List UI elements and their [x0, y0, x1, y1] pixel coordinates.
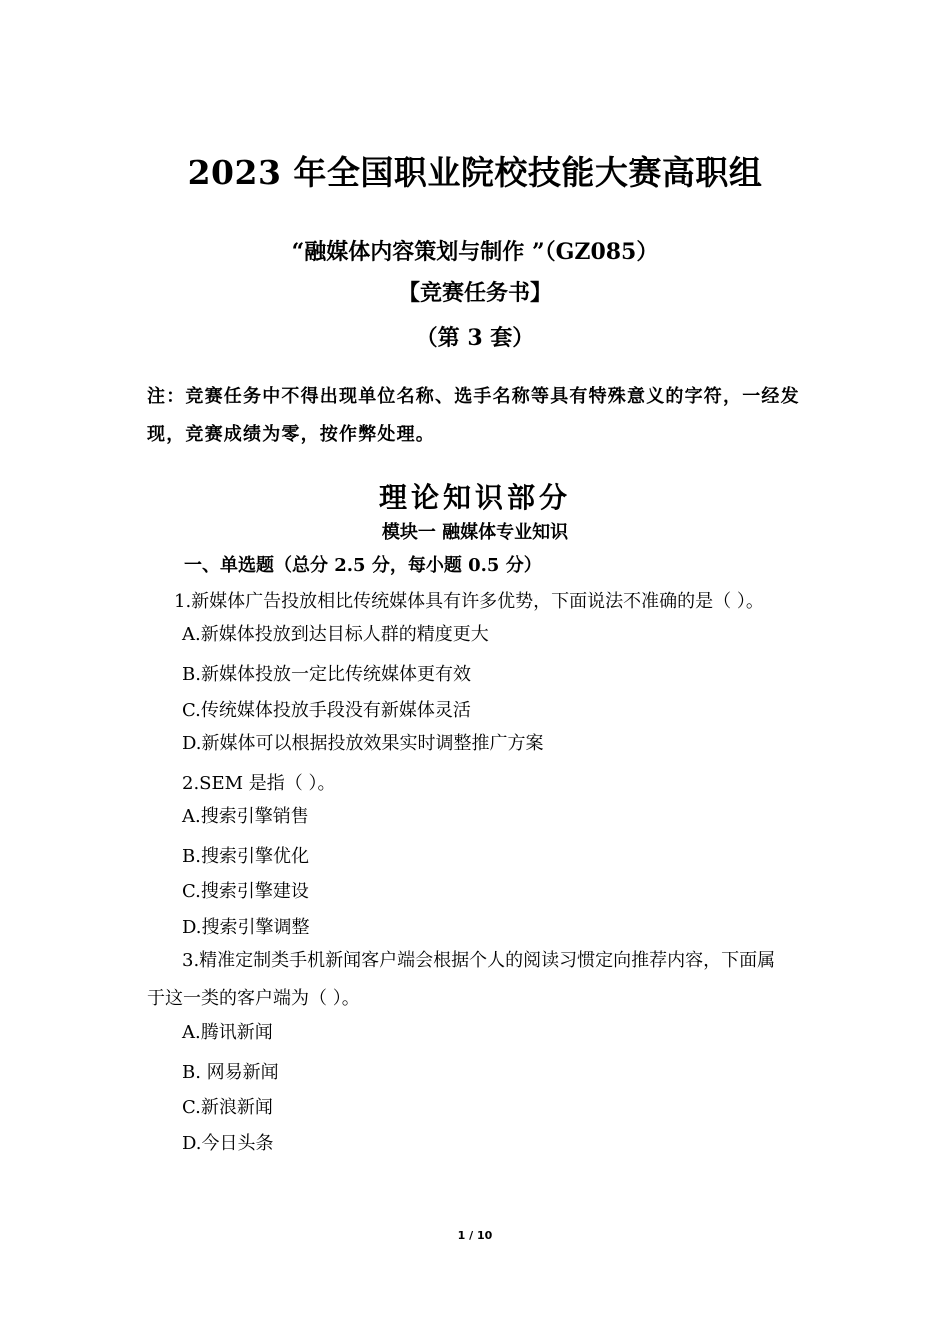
question-3-option-c: C.新浪新闻	[182, 1097, 273, 1118]
question-1-option-c: C.传统媒体投放手段没有新媒体灵活	[182, 700, 471, 721]
question-3-option-a: A.腾讯新闻	[182, 1022, 273, 1043]
question-1-option-b: B.新媒体投放一定比传统媒体更有效	[182, 664, 471, 685]
module-heading: 模块一 融媒体专业知识	[381, 522, 569, 543]
document-type-label: 【竞赛任务书】	[397, 280, 552, 306]
question-2-stem: 2.SEM 是指（ ）。	[182, 773, 336, 794]
page-number: 1 / 10	[457, 1229, 493, 1242]
question-3-option-b: B. 网易新闻	[182, 1062, 279, 1083]
document-title: 2023 年全国职业院校技能大赛高职组	[187, 153, 763, 192]
question-1-option-a: A.新媒体投放到达目标人群的精度更大	[182, 624, 489, 645]
question-3-option-d: D.今日头条	[182, 1133, 274, 1154]
question-2-option-c: C.搜索引擎建设	[182, 881, 309, 902]
question-1-stem: 1.新媒体广告投放相比传统媒体具有许多优势，下面说法不准确的是（ ）。	[174, 591, 764, 612]
note-line-2: 现，竞赛成绩为零，按作弊处理。	[147, 424, 435, 445]
question-3-stem-line-1: 3.精准定制类手机新闻客户端会根据个人的阅读习惯定向推荐内容，下面属	[182, 950, 776, 971]
question-1-option-d: D.新媒体可以根据投放效果实时调整推广方案	[182, 733, 544, 754]
competition-subtitle: “融媒体内容策划与制作 ”（GZ085）	[291, 239, 659, 265]
question-2-option-d: D.搜索引擎调整	[182, 917, 310, 938]
section-title: 理论知识部分	[378, 481, 571, 514]
note-line-1: 注：竞赛任务中不得出现单位名称、选手名称等具有特殊意义的字符，一经发	[147, 386, 800, 407]
question-2-option-a: A.搜索引擎销售	[182, 806, 309, 827]
question-type-heading: 一、单选题（总分 2.5 分，每小题 0.5 分）	[184, 555, 542, 576]
question-3-stem-line-2: 于这一类的客户端为（ ）。	[147, 988, 360, 1009]
set-number: （第 3 套）	[415, 325, 535, 351]
question-2-option-b: B.搜索引擎优化	[182, 846, 309, 867]
